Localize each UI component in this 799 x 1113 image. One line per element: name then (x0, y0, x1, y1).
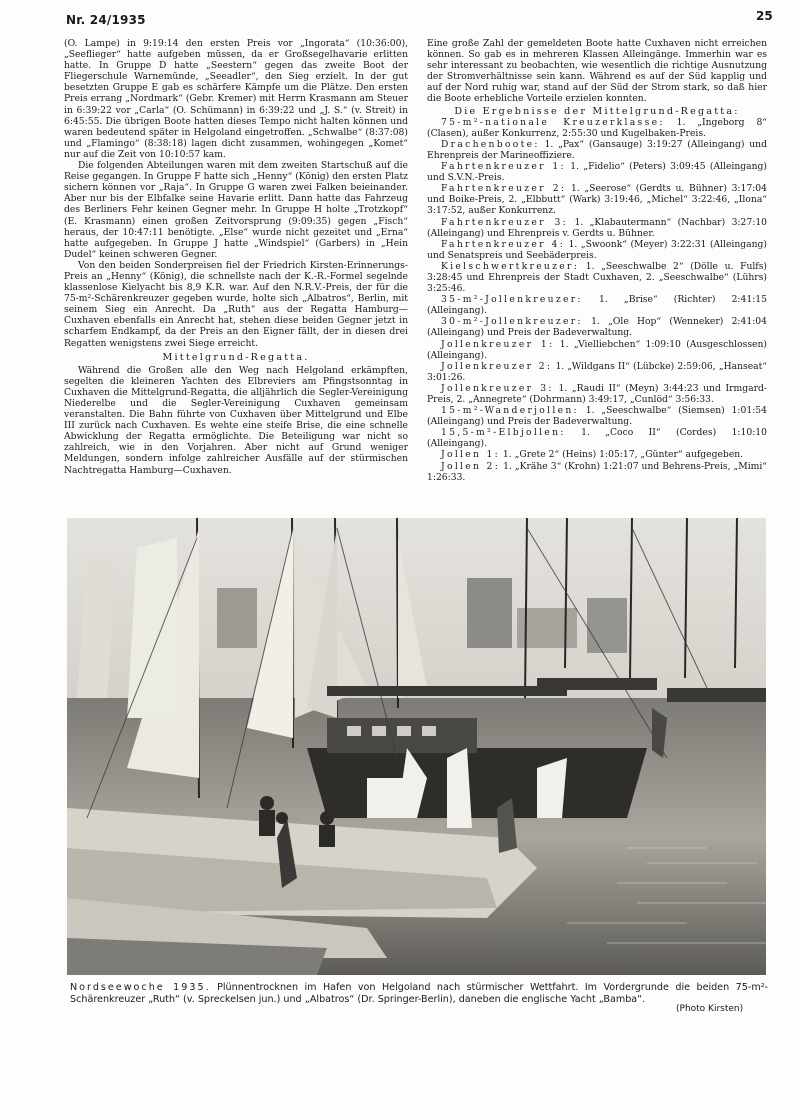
harbor-photo (67, 518, 766, 975)
section-heading: Mittelgrund-Regatta. (162, 351, 310, 363)
result-entry: 35-m²-Jollenkreuzer: 1. „Brise“ (Richter) 2:41:15 (Alleingang). (427, 294, 767, 317)
caption-text: Plünnentrocknen im Hafen von Helgoland nach stürmischer Wettfahrt. Im Vordergrunde die beiden 75-m²-Schärenkreuzer „Ruth“ (v. Spreckelsen jun.) und „Albatros“ (Dr. Springer-Berlin), daneben die englische Yacht „Bamba“. (70, 982, 769, 1006)
result-entry: Jollen 1: 1. „Grete 2“ (Heins) 1:05:17, „Günter“ aufgegeben. (441, 449, 744, 461)
result-entry: Jollenkreuzer 3: 1. „Raudi II“ (Meyn) 3:44:23 und Irmgard-Preis, 2. „Annegrete“ (Dohrmann) 3:49:17, „Cunlöd“ 3:56:33. (427, 382, 767, 405)
paragraph: Die folgenden Abteilungen waren mit dem zweiten Startschuß auf die Reise gegangen. In Gruppe F hatte sich „Henny“ (König) den ersten Platz sichern können vor „Raja“. In Gruppe G waren zwei Falken beieinander. Aber nur bis der Elbfalke seine Havarie erlitt. Dann hatte das Fahrzeug des Berliners Fehr keinen Gegner mehr. In Gruppe H holte „Trotzkopf“ (E. Krasmann) einen großen Zeitvorsprung (9:09:35) gegen „Fisch“ heraus, der 10:47:11 benötigte. „Else“ wurde nicht gezeitet und „Erna“ hatte aufgegeben. In Gruppe J hatte „Windspiel“ (Garbers) in „Hein Dudel“ keinen schweren Gegner. (64, 160, 408, 260)
result-entry: 75-m²-nationale Kreuzerklasse: 1. „Ingeborg 8“ (Clasen), außer Konkurrenz, 2:55:30 und Kugelbaken-Preis. (427, 116, 767, 139)
results-heading: Die Ergebnisse der Mittelgrund-Regatta: (454, 105, 740, 117)
result-entry: Kielschwertkreuzer: 1. „Seeschwalbe 2“ (Dölle u. Fulfs) 3:28:45 und Ehrenpreis der Stadt Cuxhaven, 2. „Seeschwalbe“ (Lührs) 3:25:46. (427, 260, 767, 295)
result-entry: Jollenkreuzer 1: 1. „Vielliebchen“ 1:09:10 (Ausgeschlossen) (Alleingang). (427, 338, 767, 361)
issue-number: Nr. 24/1935 (66, 13, 146, 27)
photo-credit: (Photo Kirsten) (676, 1004, 744, 1014)
result-entry: Jollenkreuzer 2: 1. „Wildgans II“ (Lübcke) 2:59:06, „Hanseat“ 3:01:26. (427, 360, 768, 383)
result-entry: Jollen 2: 1. „Krähe 3“ (Krohn) 1:21:07 und Behrens-Preis, „Mimi“ 1:26:33. (427, 460, 767, 483)
result-entry: Drachenboote: 1. „Pax“ (Gansauge) 3:19:27 (Alleingang) und Ehrenpreis der Marineoffiziere. (427, 138, 767, 161)
photo-caption (70, 982, 768, 1007)
result-entry: Fahrtenkreuzer 1: 1. „Fidelio“ (Peters) 3:09:45 (Alleingang) und S.V.N.-Preis. (427, 161, 767, 184)
right-column (427, 38, 767, 483)
left-column (64, 38, 408, 476)
result-entry: 30-m²-Jollenkreuzer: 1. „Ole Hop“ (Wenneker) 2:41:04 (Alleingang) und Preis der Badeverwaltung. (427, 316, 767, 339)
paragraph: Eine große Zahl der gemeldeten Boote hatte Cuxhaven nicht erreichen können. So gab es in mehreren Klassen Alleingänge. Immerhin war es sehr interessant zu beobachten, wie wesentlich die richtige Ausnutzung der Stromverhältnisse sein kann. Während es auf der Süd kapplig und auf der Nord ruhig war, stand auf der Süd der Strom stark, so daß hier die Boote erhebliche Vorteile erzielen konnten. (427, 38, 767, 105)
page-number: 25 (756, 9, 773, 23)
result-entry: 15-m²-Wanderjollen: 1. „Seeschwalbe“ (Siemsen) 1:01:54 (Alleingang) und Preis der Badeverwaltung. (427, 405, 767, 428)
result-entry: Fahrtenkreuzer 4: 1. „Swoonk“ (Meyer) 3:22:31 (Alleingang) und Senatspreis und Seebäderpreis. (427, 238, 767, 261)
result-entry: 15,5-m²-Elbjollen: 1. „Coco II“ (Cordes) 1:10:10 (Alleingang). (427, 427, 767, 450)
paragraph: Von den beiden Sonderpreisen fiel der Friedrich Kirsten-Erinnerungs-Preis an „Henny“ (König), die schnellste nach der K.-R.-Formel segelnde klassenlose Kielyacht bis 8,9 K.R. war. Auf den N.R.V.-Preis, der für die 75-m²-Schärenkreuzer gegeben wurde, holte sich „Albatros“, Berlin, mit seinem Sieg ein Anrecht. Da „Ruth“ aus der Regatta Hamburg—Cuxhaven ebenfalls ein Anrecht hat, stehen diese beiden Gegner jetzt in scharfem Endkampf, da der Preis an den Eigner fällt, der in diesen drei Regatten wenigstens zwei Siege erreicht. (64, 259, 408, 349)
results-list (427, 117, 767, 483)
paragraph: (O. Lampe) in 9:19:14 den ersten Preis vor „Ingorata“ (10:36:00), „Seeflieger“ hatte aufgeben müssen, da er Großsegelhavarie erlitten hatte. In Gruppe D hatte „Seestern“ gegen das zweite Boot der Fliegerschule Warnemünde, „Seeadler“, den Sieg erzielt. In der gut besetzten Gruppe E gab es schärfere Kämpfe um die Plätze. Den ersten Preis errang „Nordmark“ (Gebr. Kremer) mit Herrn Krasmann am Steuer in 6:39:22 vor „Carla“ (O. Schümann) in 6:39:22 und „J. S.“ (v. Streit) in 6:45:55. Die übrigen Boote hatten dieses Tempo nicht halten können und waren bedeutend später in Helgoland eingetroffen. „Schwalbe“ (8:37:08) und „Flamingo“ (8:38:18) lagen dicht zusammen, wohingegen „Komet“ nur auf die Zeit von 10:10:57 kam. (64, 38, 408, 160)
result-entry: Fahrtenkreuzer 2: 1. „Seerose“ (Gerdts u. Bühner) 3:17:04 und Boike-Preis, 2. „Elbbutt“ (Wark) 3:19:46, „Michel“ 3:22:46, „Ilona“ 3:17:52, außer Konkurrenz. (427, 183, 767, 217)
harbor-photo-icon (67, 518, 766, 975)
result-entry: Fahrtenkreuzer 3: 1. „Klabautermann“ (Nachbar) 3:27:10 (Alleingang) und Ehrenpreis v. Gerdts u. Bühner. (427, 216, 768, 239)
paragraph: Während die Großen alle den Weg nach Helgoland erkämpften, segelten die kleineren Yachten des Elbreviers am Pfingstsonntag in Cuxhaven die Mittelgrund-Regatta, die alljährlich die Segler-Vereinigung Niederelbe und die Segler-Vereinigung Cuxhaven gemeinsam veranstalten. Die Bahn führte von Cuxhaven über Mittelgrund und Elbe III zurück nach Cuxhaven. Es wehte eine steife Brise, die eine schnelle Abwicklung der Regatta ermöglichte. Die Beteiligung war nicht so zahlreich, wie in den Vorjahren. Aber nicht auf Grund weniger Meldungen, sondern infolge zahlreicher Ausfälle auf der stürmischen Nachtregatta Hamburg—Cuxhaven. (64, 364, 408, 476)
caption-lead: Nordseewoche 1935. (70, 982, 211, 993)
